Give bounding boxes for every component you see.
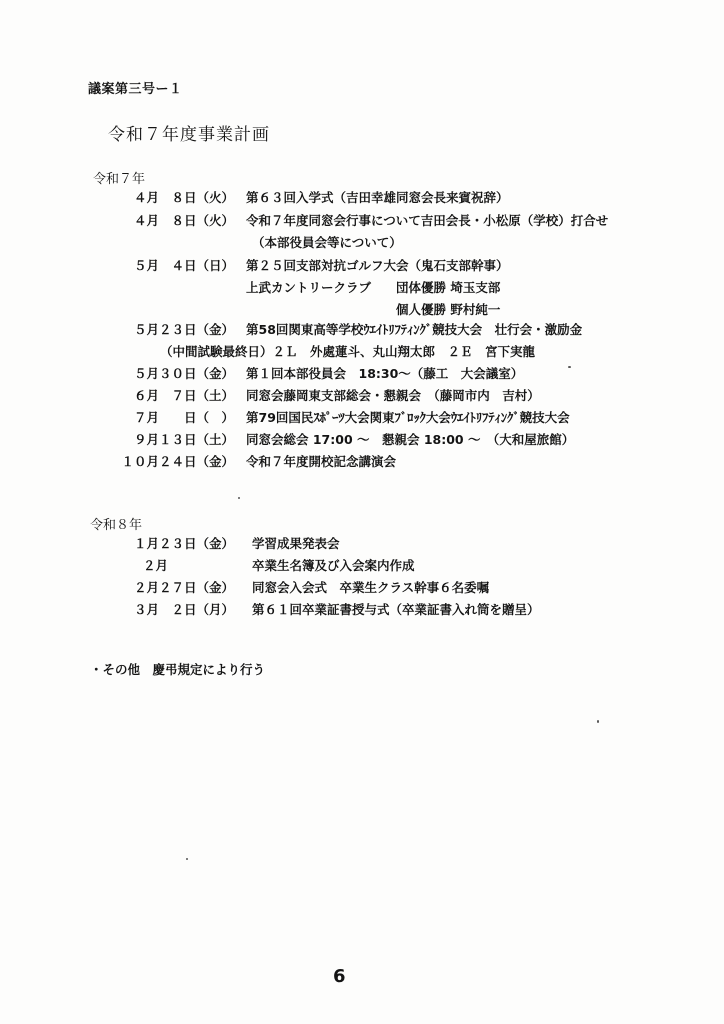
schedule-date: ５月 ４日（日） <box>133 258 234 273</box>
schedule-event: 第６１回卒業証書授与式（卒業証書入れ筒を贈呈） <box>252 602 540 617</box>
schedule-date: ４月 ８日（火） <box>133 213 234 228</box>
scan-speck <box>238 497 240 499</box>
schedule-event: 第２５回支部対抗ゴルフ大会（鬼石支部幹事） <box>246 258 509 273</box>
schedule-event: 卒業生名簿及び入会案内作成 <box>252 558 415 573</box>
schedule-event: 同窓会藤岡東支部総会・懇親会 （藤岡市内 吉村） <box>246 388 540 403</box>
schedule-event: 同窓会入会式 卒業生クラス幹事６名委嘱 <box>252 580 490 595</box>
schedule-date: ５月２３日（金） <box>133 322 234 337</box>
schedule-date: ４月 ８日（火） <box>133 190 234 205</box>
schedule-date: ３月 ２日（月） <box>133 602 234 617</box>
schedule-event: 学習成果発表会 <box>252 536 340 551</box>
schedule-date: １月２３日（金） <box>133 536 234 551</box>
scan-speck <box>597 720 599 723</box>
schedule-event-continued: （本部役員会等について） <box>252 235 402 250</box>
schedule-event-continued: 個人優勝 野村純一 <box>396 302 501 317</box>
schedule-event: 第１回本部役員会 18:30〜（藤工 大会議室） <box>246 366 524 381</box>
schedule-date: ２月２７日（金） <box>133 580 234 595</box>
scan-speck <box>186 858 188 860</box>
schedule-event: 第６３回入学式（吉田幸雄同窓会長来賓祝辞） <box>246 190 509 205</box>
schedule-date: ７月 日（ ） <box>133 410 234 425</box>
schedule-event-continued: （中間試験最終日）２Ｌ 外處蓮斗、丸山翔太郎 ２Ｅ 宮下実龍 <box>160 344 536 359</box>
year-label-r8: 令和８年 <box>90 518 143 533</box>
schedule-event-continued: 上武カントリークラブ 団体優勝 埼玉支部 <box>246 280 501 295</box>
agenda-label: 議案第三号ー１ <box>88 82 183 97</box>
scan-speck <box>568 366 571 368</box>
year-label-r7: 令和７年 <box>93 172 146 187</box>
schedule-event: 令和７年度同窓会行事について吉田会長・小松原（学校）打合せ <box>246 213 609 228</box>
schedule-event: 第58回関東高等学校ｳｴｲﾄﾘﾌﾃｨﾝｸﾞ競技大会 壮行会・激励金 <box>246 322 583 337</box>
schedule-date: ２月 <box>143 558 169 573</box>
schedule-date: １０月２４日（金） <box>121 454 234 469</box>
schedule-event: 同窓会総会 17:00 〜 懇親会 18:00 〜 （大和屋旅館） <box>246 432 575 447</box>
schedule-event: 第79回国民ｽﾎﾟｰﾂ大会関東ﾌﾞﾛｯｸ大会ｳｴｲﾄﾘﾌﾃｨﾝｸﾞ競技大会 <box>246 410 570 425</box>
schedule-date: ９月１３日（土） <box>133 432 234 447</box>
schedule-date: ６月 ７日（土） <box>133 388 234 403</box>
other-note: ・その他 慶弔規定により行う <box>90 662 266 677</box>
page-number: 6 <box>333 966 346 987</box>
schedule-date: ５月３０日（金） <box>133 366 234 381</box>
schedule-event: 令和７年度開校記念講演会 <box>246 454 397 469</box>
page-title: 令和７年度事業計画 <box>108 125 270 145</box>
